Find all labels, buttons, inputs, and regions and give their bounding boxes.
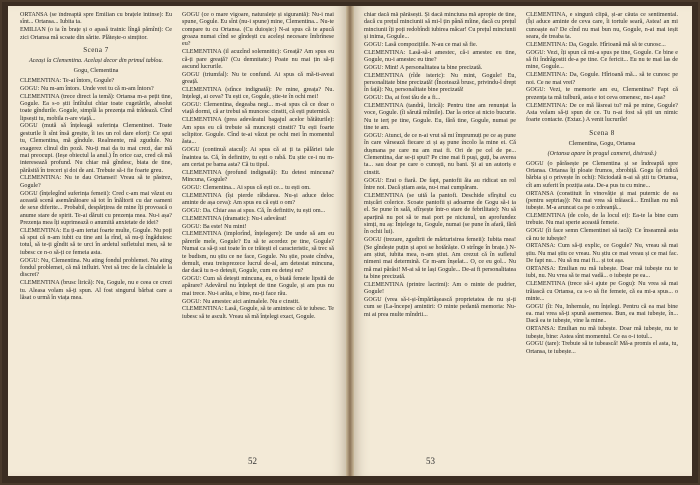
paragraph: GOGU: Lasă compozițiile. N-au ce mai să fie. [364, 41, 478, 48]
paragraph: GOGU (tare): Trebuie să te iubească! Mă-a promis el asta, tu, Ortansa, te iubește... [526, 341, 678, 355]
paragraph: GOGU: Atunci, de ce n-ai vrut să mi împrumuți pe ce aș pune în care vărsează fiecare zi și aș pune încolo la mine ei. Că dușmana pe care nu am mai fi. Ori de pe cel de pe... Clementina, dar se-ți spui? Pe cine mai fi puși, guți, ba averea ta... sau doar pe care o cunoști, nu bani. Și ai un autoriș e cinstit. [364, 133, 516, 176]
scene-heading: Scena 8 [589, 128, 615, 137]
paragraph: GOGU: Vezi, te memorie am eu, Clementina? Fapt că prezența ta mă tulbură, asta e tot ceva omenesc, nu-i așa? [526, 87, 678, 101]
paragraph: CLEMENTINA (se uită la pantofi. Deschide sfîrșitul cu mișcări colerice. Scoate pantofii și adoarme de Gogu să-i ia el. Se pune în sală, sfîrșește într-o stare de febrilitate): Nu să aparțină nu pot să te mai port pe niciunul, un aprofundez simți, nu aș: Înțelege tu, Gogule, numai (se pune în afară, fără în ochii lui). [364, 192, 516, 236]
paragraph: ORTANSA: Emilian nu mă iubește. Doar mă iubește, nu te iubește, bine: Astea sînt momentul. Ce ea o-i totul... [526, 326, 678, 340]
paragraph: CLEMENTINA (printre lacrimi): Am o minte de pudrier, Gogule! [364, 281, 516, 296]
paragraph: CLEMENTINA (rîde isteric): Nu mint, Gogule! Eu, personalitate bine precizată! (Încetează brusc, privindu-l drept în față): Nu, personalitate bine precizată! [364, 72, 516, 94]
paragraph: CLEMENTINA (il acuzînd solemnitic): Greață? Am spus eu că-ți pare greață? (Cu demnitate:) Poate nu mai țin să-ți ascund lucrurile. [182, 49, 334, 70]
paragraph: CLEMENTINA (profund indignată): Eu detest mincuna? Mincuna, Gogule? [182, 169, 334, 184]
scene-heading: Scena 7 [83, 45, 109, 54]
paragraph: CLEMENTINA (de colo, de la locul ei): Ea-te la bine cum trebuie. Nu mai sperie această femeie. [526, 213, 678, 227]
paragraph: CLEMENTINA (implorînd, înțelegere): De unde să am eu părerile mele, Gogule? Eu să te acordez pe tine, Gogule? Numai ca să-ți sui toate în ce trăiești el caracteristic, să trec să te budism, nu știu ce ne face, Gogule. Nu știe, poate cîndva, demult, erau treisprezece lucrul de-al, am detestat mincuna, dar dacă tu n-o deteșii, Gogule, cum eu deteși eu? [182, 231, 334, 275]
paragraph: GOGU (o părăsește pe Clementina și se îndreaptă spre Ortansa. Ortansa îți ploaie frumos, zbrobiță. Gogu își ridică bărbia și o privește în ochi): Niciodată n-ai să știi tu Ortansa, cît am suferit în poziția asta. De-a pus tu cu mine... [526, 160, 678, 189]
paragraph: EMILIAN (o ia în brațe și o apasă trainic lîngă pămînt): Ce zici Ortansa mă scoate din sărite. Plătește-o simțitor. [20, 27, 172, 41]
paragraph: CLEMENTINA (dramatic): Nu-i adevărat! [182, 215, 287, 222]
paragraph: CLEMENTINA: Eu ți-am iertat foarte multe, Gogule. Nu poți să spui că n-am iubit cu tine ani la rînd, să nu-ți îngăduiesc totul, să te-ți gîndit să te urci în ardeiul sufletului meu, să te iubesc ce n-o să-ți ce femeia asta. [20, 227, 172, 256]
paragraph: GOGU: Ba este! Nu mint! [182, 223, 247, 230]
book-gutter [346, 6, 354, 476]
paragraph: GOGU: Nu amestec aici animalele. Nu e cinstit. [182, 298, 300, 305]
paragraph: CLEMENTINA (tandră, lirică): Pentru tine am renunțat la voce, Gogule. (îi sărută mîinile). Dar la orice ai nicio bucurie. Nu te ierț pe tine, Gogule. Eu, fără tine, Gogule, numai pe tine te am. [364, 103, 516, 132]
left-page-column-1 [20, 12, 172, 442]
paragraph: GOGU: Cum să detești mincuna, eu, o biată femeie lipsită de apărare? Adevărul nu înțelept de tine Gogule, și am pus nu mai trece. Nu-i arăta, e bine, nu-ți face rău. [182, 276, 334, 297]
paragraph: GOGU: Vezi, îți spun că mi-a spus pe tine, Gogule. Ce bine e să fii îndrăgostit de-a pe tine. Ce fericit... Eu nu te mai las de mine, Gogule... [526, 49, 678, 71]
paragraph: GOGU (trezare, zgudirii de mărturisirea femeii): Iubita mea! (Se gîndește puțin și apoi se hotărăște. O strînge în brațe.) N-am știut, iubita mea, n-am știut. Am crezut că în sufletul nimeni mai determină. Ce m-am înșelat... O, ce eu gol... Nu mă mai părăsi! M-ai să te lași Gogule... De-ai fi personalitatea ta bine precizată. [364, 237, 516, 281]
left-page [8, 6, 346, 476]
paragraph: CLEMENTINA: Lasă, Gogule, să te amintesc că te iubesc. Te iubesc să te ascult. Vreau să mă înțelegi exact, Gogule. [182, 306, 334, 320]
characters-line: Gogu, Clementina [73, 67, 119, 74]
paragraph: CLEMENTINA: Da, Gogule. Hîrioană mă să te cunosc... [526, 41, 666, 48]
paragraph: GOGU: Da, ai fost tău de a fi... [364, 95, 441, 102]
paragraph: CLEMENTINA (stînce indignată): Pe mine, greața? Nu. Ințelegi, ai ceva? Tu ești ce, Gogule, știe-te în ochi mei! [182, 86, 334, 101]
paragraph: GOGU (îi face semn Clementinei să tacă): Ce înseamnă asta că nu te iubește? [526, 228, 678, 242]
paragraph: CLEMENTINA (își pierde răbdarea. Nu-și aduce deloc aminte de așa ceva): Am spus eu că ești o om? [182, 192, 334, 207]
paragraph: GOGU: Erai o fiară. De fapt, pantofii ăia au ridicat un rol între noi. Dacă știam asta, nu-i mai cumpăram. [364, 177, 516, 191]
paragraph: GOGU: Da. Chiar asa ai spus. Că, în definitiv, tu ești om... [182, 207, 326, 214]
page-number: 53 [426, 456, 435, 466]
paragraph: CLEMENTINA: Te-ai întors, Gogule? [20, 77, 115, 84]
paragraph: GOGU (îi: Nu, Inhemule, nu înțelegi. Pentru că ea mai bine ea. mai vrea să-ți spună asemenea. Bun, ea mai iubește, în... Dacă ea te iubește, vine la mine.. [526, 303, 678, 325]
paragraph: CLEMENTINA: Lasă-să-i amestec, că-i amestec eu tine, Gogule, nu-i amestec eu tine? [364, 49, 516, 64]
paragraph: GOGU: Nu m-am întors. Unde vrei tu că m-am întors? [20, 85, 154, 92]
paragraph: CLEMENTINA (trece direct la temă): Ortansa m-a pețit tine, Gogule. Ea s-o știi întîiului chiar toate cugetările, absolut toate gîndurile. Gogule, simplă la prezența mă trădează. Cînd lipsești tu, mobila n-are viață... [20, 93, 172, 122]
paragraph: GOGU (continuă atacul): Ai spus că ai ți ta pălăriei tale înaintea ta. Că, în definitiv, tu ești o rabă. Eu știe ce-i nu m-am certat pe bama asta? Că tu tipul. [182, 147, 334, 168]
paragraph: CLEMENTINA, e singură clipă, și-ar căuta ce sentimental. (Își aduce aminte de ceva care, îi tortule seară, Astea! an mi cunoaște ea? De cînd nu mai bun nu, Gogule, n-ai mai ieșit seara, de treaba ta. [526, 12, 678, 41]
paragraph: GOGU: Clementina, degeaba negi... m-ai spus că ce doar o viață dormi, că ar trebui să muncesc cinstit, că ești puternică. [182, 102, 334, 116]
right-page [354, 6, 692, 476]
right-page-column-1 [364, 12, 516, 442]
right-page-column-2 [526, 12, 678, 442]
open-book [2, 2, 698, 483]
paragraph: GOGU (vrea să-i-și-împărtășească proprietatea de nu și-ți cum se (La-începe) amintiri: O minte pedantă memoria: Nu-mi ai prea multe mîndrii... [364, 297, 516, 318]
paragraph: GOGU: Mint! A personalitatea ta bine precizată. [364, 64, 483, 71]
paragraph: GOGU (triumfal): Nu te confund. Ai spus că mă-ti-aveai greață. [182, 71, 334, 86]
paragraph: CLEMENTINA: Da, Gogule. Hîrioană mă... să te cunosc pe noi. Ce ne mai vrei? [526, 72, 678, 86]
paragraph: GOGU (mută să înțeleagă suferința Clementinei. Toate gesturile îi sînt însă greșite, îi ies un rol dare efort): Ce spui tu, Clementina, mă gîndule. Realmente, mă zgudule. Nu exagerez clinul din poză. Nu-ți mai da tu mai crezi, dar mă mai preocupi. (Ieșe obiectul la anul.) În orice caz, cred că mă interesează profund. Nu chiar mă gîndesc, biata de tine, părăsită în treceri și doi de ani. Trebuie să-i fie foarte greu. [20, 123, 172, 174]
paragraph: GOGU: Clementina... Ai spus că ești ce... tu ești om. [182, 184, 311, 191]
paragraph: CLEMENTINA (brusc lirică): Nu, Gogule, nu e ceea ce crezi tu. Aleasa volam să-ți spun. Al fost singurul bărbat care a lăsat o urmă în viața mea. [20, 280, 172, 301]
stage-direction: Aceași la Clementina. Același decor din primul tablou. [28, 58, 164, 65]
paragraph: ORTANSA (constituit în vinovăție și mai puternic de ea (pentru septriaș)): Nu mai vrea să trăiască... Emilian nu mă iubește. M-a aruncat ca pe o zdreanță... [526, 190, 678, 212]
paragraph: CLEMENTINA: Nu te dau Ortansei! Vreau să te păstrez, Gogule? [20, 175, 172, 189]
characters-line: Clementina, Gogu, Ortansa [568, 141, 636, 147]
paragraph: chiar dacă mă părăsești. Și dacă minciuna mă apropie de tine, dacă cu prețul minciunii să mi-l țin până mîine, dacă cu prețul minciunii îți poți redobîndi iubirea măcar! Cu prețul minciunii și inima, Gogule... [364, 12, 516, 41]
paragraph: ORTANSA: Cum să-ți explic, ce Gogule? Nu, vreau să mai știu. Nu mai știu ce vreau. Nu știu ce mai vreau și ce mai fac. De fapt nu... Nu să nu mai fi... și tot așa. [526, 243, 678, 265]
left-page-column-2 [182, 12, 334, 442]
paragraph: GOGU (ce o mare vigoare, naturalețe și sigurantă): Nu-i mai spune, Gogule. Eu sînt (nu-i spune) mine, Clementina... Nu-te compare tu cu Ortansa. (Cu duioșie:) N-ai spus că te apucă groaza numai cînd se gîndești cu aceleși necesare îmbrînese eu? [182, 12, 334, 48]
paragraph: CLEMENTINA (prea adevăratul bagajul acelor bătăturile): Am spus eu că trebuie să muncești cinstit? Tu ești foarte sclipitor. Gogule. Cînd te-ai văzut pe ochi mei în momentul ăsta... [182, 117, 334, 146]
paragraph: CLEMENTINA: De ce mă lăsreai tu? mă pe mine, Gogule? Asta volam să-ți spun de ce. Tu n-ai fost să știi un nimic foarte contacte. (Extaz.) A venit lucrurile! [526, 102, 678, 124]
paragraph: GOGU: Nu, Clementina. Nu ating fondul problemei. Nu ating fondul problemei, că mă influiri. Vrei să trec de la cîntalele la discret? [20, 257, 172, 279]
paragraph: ORTANSA (se îndreaptă spre Emilian cu brațele întinse): Eu sînt... Ortansa... Iubita ta. [20, 12, 172, 26]
page-number: 52 [248, 456, 257, 466]
stage-direction: (Ortansa apare în pragul camerei, distrusă.) [547, 151, 657, 158]
paragraph: CLEMENTINA (trece să-i ajute pe Gogu): Nu vrea să mai trăiască cu Ortansa, ca s-o să fie femeie, că ea mi-a spus... o minte... [526, 281, 678, 302]
paragraph: ORTANSA: Emilian nu mă iubește. Doar mă iubește nu te iubi, nu. Nu vrea să te mai vadă... o iubește pe ea... [526, 266, 678, 280]
paragraph: GOGU (înțelegînd suferința femeii): Cred c-am mai văzut eu această scenă asemănătoare să tot în înăltorii cu dar oameni de sexe diferite... Probabil, despărțirea de mine îți provoacă o anume stare de spirit. Te-ai dăruit cu prezența mea. Nu-i așa? Prezența mea îți suprimează o anumită anxietate de idei? [20, 190, 172, 226]
